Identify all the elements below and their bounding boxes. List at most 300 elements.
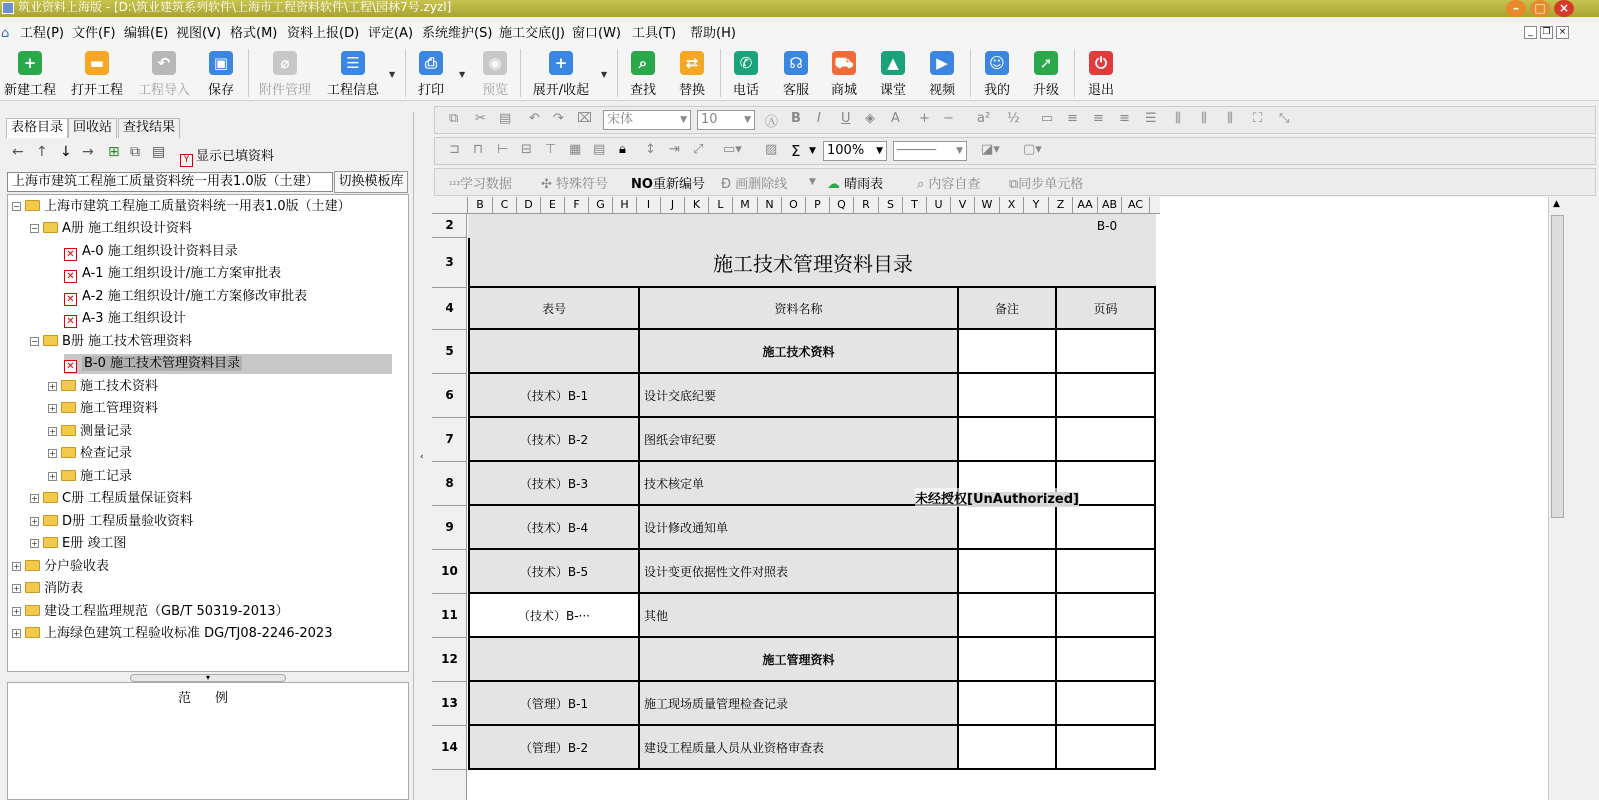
column-header-i[interactable]: I — [637, 197, 661, 214]
column-header-ab[interactable]: AB — [1098, 197, 1122, 214]
tree-item-a1[interactable] — [64, 264, 281, 284]
row-header-3[interactable]: 3 — [432, 238, 467, 288]
video-button[interactable] — [927, 51, 957, 98]
expand-icon[interactable]: + — [49, 427, 56, 436]
cell-page[interactable] — [1057, 682, 1156, 726]
collapse-left-icon[interactable]: ‹ — [420, 452, 424, 462]
expand-collapse-label: 展开/收起 — [532, 83, 590, 98]
chevron-down-icon: ▼ — [876, 146, 883, 156]
expand-dropdown-icon[interactable]: ▼ — [601, 70, 608, 79]
insert-row-icon[interactable]: + — [919, 111, 930, 126]
service-button[interactable] — [781, 51, 811, 98]
cell-document-name[interactable] — [640, 594, 959, 638]
cell-table-no[interactable] — [468, 506, 640, 550]
header-label: 备注 — [994, 301, 1019, 316]
delete-row-icon[interactable]: − — [943, 111, 954, 126]
search-icon: ⌕ — [631, 51, 655, 75]
cell-page[interactable] — [1057, 550, 1156, 594]
save-button[interactable] — [206, 51, 236, 98]
header-remarks[interactable] — [959, 288, 1057, 330]
form-icon: ✕ — [64, 293, 77, 306]
tree-item-green-building-standard[interactable] — [12, 624, 332, 644]
fill-color-icon[interactable]: ◈ — [865, 111, 875, 126]
expand-icon[interactable]: + — [31, 539, 38, 548]
classroom-button[interactable] — [878, 51, 908, 98]
copy-icon[interactable]: ⧉ — [449, 111, 459, 126]
cell-style-icon[interactable]: ⊟ — [521, 142, 532, 157]
form-icon: ✕ — [64, 360, 77, 373]
save-icon: ▣ — [209, 51, 233, 75]
column-header-u[interactable]: U — [927, 197, 951, 214]
cell-page[interactable] — [1057, 638, 1156, 682]
expand-icon[interactable]: + — [13, 562, 20, 571]
menu-tools[interactable]: 工具(T) — [632, 26, 677, 41]
column-header-o[interactable]: O — [782, 197, 806, 214]
cut-icon[interactable]: ✂ — [475, 111, 486, 126]
panel-splitter-handle[interactable]: ▾ — [130, 674, 286, 682]
column-header-x[interactable]: X — [1000, 197, 1024, 214]
tree-item-volume-d[interactable] — [30, 512, 193, 532]
row-header-12[interactable]: 12 — [432, 638, 467, 682]
column-header-g[interactable]: G — [589, 197, 613, 214]
back-arrow-icon[interactable]: ← — [12, 144, 24, 160]
folder-icon — [25, 605, 40, 616]
forward-arrow-icon[interactable]: → — [82, 144, 94, 160]
menu-bar — [0, 23, 1599, 45]
cell-table-no[interactable] — [468, 550, 640, 594]
cell-table-no[interactable] — [468, 330, 640, 374]
attachments-button[interactable] — [258, 51, 312, 98]
border-style-icon[interactable]: ▢▾ — [1023, 142, 1042, 157]
vertical-scrollbar[interactable] — [1548, 197, 1566, 800]
exit-button[interactable] — [1086, 51, 1116, 98]
special-symbol-button[interactable] — [541, 173, 608, 192]
cell-remarks[interactable] — [959, 506, 1057, 550]
font-style-icon[interactable]: Ⓐ — [765, 115, 779, 130]
menu-maintenance[interactable]: 系统维护(S) — [422, 26, 493, 41]
row-header-13[interactable]: 13 — [432, 682, 467, 726]
cell-remarks[interactable] — [959, 594, 1057, 638]
watermark-cn: 未经授权 — [915, 492, 968, 507]
row-header-4[interactable]: 4 — [432, 288, 467, 330]
strikethrough-label: 画删除线 — [735, 177, 788, 192]
renumber-label: 重新编号 — [652, 177, 705, 192]
menu-report[interactable]: 资料上报(D) — [287, 26, 360, 41]
cell-remarks[interactable] — [959, 330, 1057, 374]
column-header-ac[interactable]: AC — [1122, 197, 1150, 214]
cell-document-name[interactable] — [640, 374, 959, 418]
title-bar — [0, 0, 1599, 17]
line-spacing-icon[interactable]: ↕ — [645, 142, 656, 157]
strikethrough-dropdown-icon[interactable]: ▼ — [809, 177, 816, 187]
table-icon[interactable]: ▦ — [569, 142, 582, 157]
column-layout-icon[interactable]: ⫼ — [1175, 111, 1181, 126]
tree-item-survey-records[interactable] — [48, 422, 132, 442]
split-cells-icon[interactable]: ⊓ — [473, 142, 484, 157]
cell-text: 设计修改通知单 — [644, 520, 729, 535]
line-style-preview: ───── — [897, 143, 937, 158]
maximize-button[interactable]: □ — [1530, 0, 1550, 17]
zoom-select[interactable] — [823, 141, 887, 161]
tree-item-b0-selected[interactable] — [64, 354, 392, 374]
scrollbar-thumb[interactable] — [1551, 215, 1564, 518]
cell-page[interactable] — [1057, 726, 1156, 770]
special-symbol-label: 特殊符号 — [556, 177, 609, 192]
menu-evaluate[interactable]: 评定(A) — [368, 26, 414, 41]
tree-label: A-2 施工组织设计/施工方案修改审批表 — [82, 289, 308, 304]
table-tree — [7, 194, 409, 672]
text-direction-icon[interactable]: ⤢ — [693, 142, 704, 157]
renumber-button[interactable] — [631, 173, 705, 192]
menu-window[interactable]: 窗口(W) — [572, 26, 621, 41]
tree-label: 测量记录 — [80, 424, 133, 439]
tree-label: B-0 施工技术管理资料目录 — [84, 356, 241, 371]
project-info-dropdown-icon[interactable]: ▼ — [389, 70, 396, 79]
clear-format-icon[interactable]: ⌧ — [577, 111, 592, 126]
cell-document-name[interactable] — [640, 462, 959, 506]
column-header-y[interactable]: Y — [1024, 197, 1049, 214]
expand-collapse-button[interactable] — [530, 51, 592, 98]
tree-item-volume-a[interactable] — [30, 219, 192, 239]
expand-icon[interactable]: + — [49, 449, 56, 458]
header-page[interactable] — [1057, 288, 1156, 330]
tab-recycle-bin[interactable]: 回收站 — [68, 118, 117, 138]
collapse-icon[interactable]: − — [13, 202, 20, 211]
merge-cells-icon[interactable]: ⊐ — [449, 142, 460, 157]
column-layout-3-icon[interactable]: ⫼ — [1227, 111, 1233, 126]
superscript-icon[interactable]: a² — [977, 111, 991, 126]
switch-template-button[interactable]: 切换模板库 — [334, 171, 408, 193]
table-settings-icon[interactable]: ▤ — [152, 144, 166, 160]
justify-icon[interactable]: ☰ — [1145, 111, 1157, 126]
vertical-splitter[interactable] — [419, 112, 429, 800]
bold-icon[interactable]: B — [791, 111, 801, 126]
expand-icon[interactable]: + — [13, 607, 20, 616]
column-header-d[interactable]: D — [517, 197, 541, 214]
row-header-7[interactable]: 7 — [432, 418, 467, 462]
mine-button[interactable] — [982, 51, 1012, 98]
form-code-cell[interactable] — [1058, 214, 1156, 238]
cell-page[interactable] — [1057, 330, 1156, 374]
collapse-icon[interactable]: − — [31, 224, 38, 233]
column-header-p[interactable]: P — [806, 197, 830, 214]
preview-label: 预览 — [481, 83, 508, 98]
column-header-z[interactable]: Z — [1049, 197, 1073, 214]
expand-icon[interactable]: + — [31, 517, 38, 526]
menu-format[interactable]: 格式(M) — [230, 26, 278, 41]
column-header-j[interactable]: J — [661, 197, 685, 214]
italic-icon[interactable]: I — [817, 111, 821, 126]
cell-remarks[interactable] — [959, 682, 1057, 726]
menu-edit[interactable]: 编辑(E) — [124, 26, 169, 41]
column-header-r[interactable]: R — [854, 197, 879, 214]
minimize-button[interactable]: – — [1506, 0, 1526, 17]
column-header-h[interactable]: H — [613, 197, 637, 214]
cell-remarks[interactable] — [959, 550, 1057, 594]
expand-icon[interactable]: + — [31, 494, 38, 503]
cell-table-no[interactable] — [468, 418, 640, 462]
header-table-no[interactable] — [468, 288, 640, 330]
align-right-icon[interactable]: ≡ — [1119, 111, 1130, 126]
row-headers — [432, 214, 467, 800]
tree-item-volume-b[interactable] — [30, 332, 192, 352]
row-header-2[interactable]: 2 — [432, 214, 467, 238]
expand-icon[interactable]: + — [49, 382, 56, 391]
column-header-s[interactable]: S — [879, 197, 903, 214]
tree-item-construction-records[interactable] — [48, 467, 132, 487]
tree-label: D册 工程质量验收资料 — [62, 514, 194, 529]
replace-button[interactable] — [677, 51, 707, 98]
content-check-button[interactable] — [917, 173, 980, 192]
tree-item-tech-data[interactable] — [48, 377, 158, 397]
tree-item-a3[interactable] — [64, 309, 186, 329]
find-button[interactable] — [628, 51, 658, 98]
column-header-m[interactable]: M — [733, 197, 758, 214]
column-header-w[interactable]: W — [975, 197, 1000, 214]
folder-icon — [25, 627, 40, 638]
upgrade-button[interactable] — [1031, 51, 1061, 98]
font-size-value: 10 — [701, 112, 718, 127]
cell-document-name[interactable] — [640, 726, 959, 770]
line-style-select[interactable] — [893, 141, 967, 161]
redo-icon[interactable]: ↷ — [553, 111, 564, 126]
column-header-q[interactable]: Q — [830, 197, 854, 214]
paste-icon[interactable]: ▤ — [499, 111, 512, 126]
new-project-button[interactable] — [4, 51, 56, 98]
column-header-t[interactable]: T — [903, 197, 927, 214]
column-header-c[interactable]: C — [493, 197, 517, 214]
align-top-icon[interactable]: ▭ — [1041, 111, 1054, 126]
menu-home-icon: ⌂ — [1, 26, 10, 41]
row-header-9[interactable]: 9 — [432, 506, 467, 550]
row-header-5[interactable]: 5 — [432, 330, 467, 374]
down-arrow-icon[interactable]: ↓ — [60, 144, 72, 160]
formula-icon[interactable]: ▨ — [765, 142, 778, 157]
cell-remarks[interactable] — [959, 726, 1057, 770]
column-headers — [432, 197, 1160, 214]
column-header-v[interactable]: V — [951, 197, 975, 214]
up-arrow-icon[interactable]: ↑ — [36, 144, 48, 160]
close-button[interactable]: × — [1554, 0, 1574, 17]
preview-button[interactable] — [480, 51, 510, 98]
sum-dropdown-icon[interactable]: ▼ — [809, 146, 816, 156]
cell-remarks[interactable] — [959, 418, 1057, 462]
cell-text: （技术）B-5 — [519, 564, 589, 579]
show-filled-button[interactable] — [180, 145, 274, 167]
tree-item-volume-e[interactable] — [30, 534, 126, 554]
sum-icon[interactable]: Σ — [791, 142, 801, 160]
cell-text: （管理）B-2 — [519, 740, 589, 755]
tree-label: C册 工程质量保证资料 — [62, 491, 193, 506]
tree-item-a0[interactable] — [64, 242, 238, 262]
column-header-e[interactable]: E — [541, 197, 565, 214]
align-left-icon[interactable]: ≡ — [1067, 111, 1078, 126]
cell-page[interactable] — [1057, 594, 1156, 638]
filter-icon: Y — [180, 154, 193, 167]
cell-table-no[interactable] — [468, 726, 640, 770]
tree-item-supervision-code[interactable] — [12, 602, 289, 622]
cell-table-no[interactable] — [468, 462, 640, 506]
headset-icon: ☊ — [784, 51, 808, 75]
expand-icon[interactable]: + — [49, 404, 56, 413]
form-icon: ✕ — [64, 315, 77, 328]
tree-item-inspection-records[interactable] — [48, 444, 132, 464]
row-header-8[interactable]: 8 — [432, 462, 467, 506]
cell-document-name[interactable] — [640, 550, 959, 594]
add-table-icon[interactable]: ⊞ — [108, 144, 120, 160]
tree-item-fire-tables[interactable] — [12, 579, 83, 599]
cell-page[interactable] — [1057, 418, 1156, 462]
menu-project[interactable]: 工程(P) — [20, 26, 64, 41]
sync-cells-label: 同步单元格 — [1018, 177, 1084, 192]
scroll-up-icon[interactable]: ▲ — [1553, 199, 1560, 209]
tab-search-results[interactable]: 查找结果 — [118, 118, 180, 138]
copy-table-icon[interactable]: ⧉ — [130, 144, 140, 160]
cell-table-no[interactable] — [468, 374, 640, 418]
cell-table-no[interactable] — [468, 594, 640, 638]
cell-document-name[interactable] — [640, 330, 959, 374]
strikethrough-icon: Ð — [721, 177, 736, 192]
underline-icon[interactable]: U — [841, 111, 851, 126]
chevron-down-icon: ▼ — [680, 115, 687, 125]
row-header-14[interactable]: 14 — [432, 726, 467, 770]
cart-icon: ⛟ — [832, 51, 856, 75]
column-header-f[interactable]: F — [565, 197, 589, 214]
user-icon: ☺ — [985, 51, 1009, 75]
row-header-6[interactable]: 6 — [432, 374, 467, 418]
menu-help[interactable]: 帮助(H) — [690, 26, 736, 41]
learn-data-button[interactable] — [449, 173, 512, 192]
column-header-aa[interactable]: AA — [1073, 197, 1098, 214]
cell-text: 设计交底纪要 — [644, 388, 717, 403]
form-top-blank[interactable] — [468, 214, 1058, 238]
phone-button[interactable] — [731, 51, 761, 98]
font-size-select[interactable] — [697, 110, 755, 130]
cell-text: （技术）B-1 — [519, 388, 589, 403]
font-family-select[interactable] — [603, 110, 691, 130]
cell-page[interactable] — [1057, 374, 1156, 418]
column-header-b[interactable]: B — [468, 197, 493, 214]
collapse-icon[interactable]: − — [31, 337, 38, 346]
indent-icon[interactable]: ⇥ — [669, 142, 680, 157]
diagonal-line-icon[interactable]: ◪▾ — [981, 142, 1000, 157]
toolbar-separator — [405, 49, 406, 97]
cell-page[interactable] — [1057, 506, 1156, 550]
cell-remarks[interactable] — [959, 638, 1057, 682]
fraction-icon[interactable]: ½ — [1007, 111, 1020, 126]
mine-label: 我的 — [983, 83, 1010, 98]
phone-icon: ✆ — [734, 51, 758, 75]
print-button[interactable] — [416, 51, 446, 98]
tree-label: A-3 施工组织设计 — [82, 311, 186, 326]
column-layout-2-icon[interactable]: ⫼ — [1201, 111, 1207, 126]
font-color-icon[interactable]: A — [891, 111, 900, 126]
header-document-name[interactable] — [640, 288, 959, 330]
tree-root[interactable] — [12, 197, 351, 217]
weather-button[interactable] — [827, 173, 883, 192]
tree-item-household-acceptance[interactable] — [12, 557, 109, 577]
mall-button[interactable] — [829, 51, 859, 98]
menu-file[interactable]: 文件(F) — [72, 26, 116, 41]
template-selector[interactable]: 上海市建筑工程施工质量资料统一用表1.0版（土建） — [7, 172, 333, 192]
expand-icon[interactable]: + — [13, 584, 20, 593]
project-info-label: 工程信息 — [326, 83, 379, 98]
mdi-close-icon[interactable]: × — [1556, 26, 1569, 39]
find-label: 查找 — [629, 83, 656, 98]
paperclip-icon: ⌀ — [273, 51, 297, 75]
rocket-icon: ➚ — [1034, 51, 1058, 75]
cell-document-name[interactable] — [640, 418, 959, 462]
insert-image-icon[interactable]: ▭▾ — [723, 142, 742, 157]
save-label: 保存 — [207, 83, 234, 98]
table-2-icon[interactable]: ▤ — [593, 142, 606, 157]
form-title-cell[interactable] — [468, 238, 1156, 288]
cell-document-name[interactable] — [640, 638, 959, 682]
tree-item-management-data[interactable] — [48, 399, 158, 419]
row-header-10[interactable]: 10 — [432, 550, 467, 594]
print-dropdown-icon[interactable]: ▼ — [459, 70, 466, 79]
fit-page-icon[interactable]: ⛶ — [1253, 111, 1263, 126]
cell-table-no[interactable] — [468, 682, 640, 726]
tree-item-volume-c[interactable] — [30, 489, 192, 509]
tree-label: 施工管理资料 — [80, 401, 159, 416]
tree-item-a2[interactable] — [64, 287, 307, 307]
folder-open-icon — [43, 222, 58, 233]
mdi-minimize-icon[interactable]: _ — [1524, 26, 1537, 39]
expand-icon[interactable]: + — [13, 629, 20, 638]
font-family-value: 宋体 — [607, 112, 634, 127]
import-button[interactable] — [137, 51, 191, 98]
folder-icon — [43, 492, 58, 503]
cell-table-no[interactable] — [468, 638, 640, 682]
cell-text: 设计变更依据性文件对照表 — [644, 564, 789, 579]
open-project-button[interactable] — [70, 51, 124, 98]
sync-cells-button[interactable] — [1009, 173, 1083, 192]
column-header-k[interactable]: K — [685, 197, 709, 214]
cell-remarks[interactable] — [959, 374, 1057, 418]
cell-border-icon[interactable]: ⊢ — [497, 142, 509, 157]
expand-icon[interactable]: + — [49, 472, 56, 481]
column-header-l[interactable]: L — [709, 197, 733, 214]
mdi-restore-icon[interactable]: ❐ — [1540, 26, 1553, 39]
tree-label: A-1 施工组织设计/施工方案审批表 — [82, 266, 282, 281]
project-info-button[interactable] — [326, 51, 380, 98]
tree-label: B册 施工技术管理资料 — [62, 334, 193, 349]
example-panel — [7, 682, 409, 800]
undo-icon[interactable]: ↶ — [529, 111, 540, 126]
menu-briefing[interactable]: 施工交底(J) — [499, 26, 565, 41]
tools-toolbar — [434, 168, 1596, 196]
strikethrough-button[interactable] — [721, 173, 787, 192]
folder-icon — [25, 582, 40, 593]
video-label: 视频 — [928, 83, 955, 98]
column-header-n[interactable]: N — [758, 197, 782, 214]
tree-layout-icon[interactable]: ⊤ — [545, 142, 557, 157]
lock-icon[interactable]: 🔒︎ — [619, 142, 626, 157]
cell-document-name[interactable] — [640, 682, 959, 726]
cell-text: （技术）B-2 — [519, 432, 589, 447]
tab-table-directory[interactable]: 表格目录 — [6, 118, 68, 138]
tree-label: 消防表 — [44, 581, 84, 596]
folder-icon — [61, 425, 76, 436]
open-project-label: 打开工程 — [70, 83, 123, 98]
shrink-icon[interactable]: ⤡ — [1279, 111, 1290, 126]
play-icon: ▶ — [930, 51, 954, 75]
cell-document-name[interactable] — [640, 506, 959, 550]
menu-view[interactable]: 视图(V) — [176, 26, 222, 41]
align-center-icon[interactable]: ≡ — [1093, 111, 1104, 126]
row-header-11[interactable]: 11 — [432, 594, 467, 638]
